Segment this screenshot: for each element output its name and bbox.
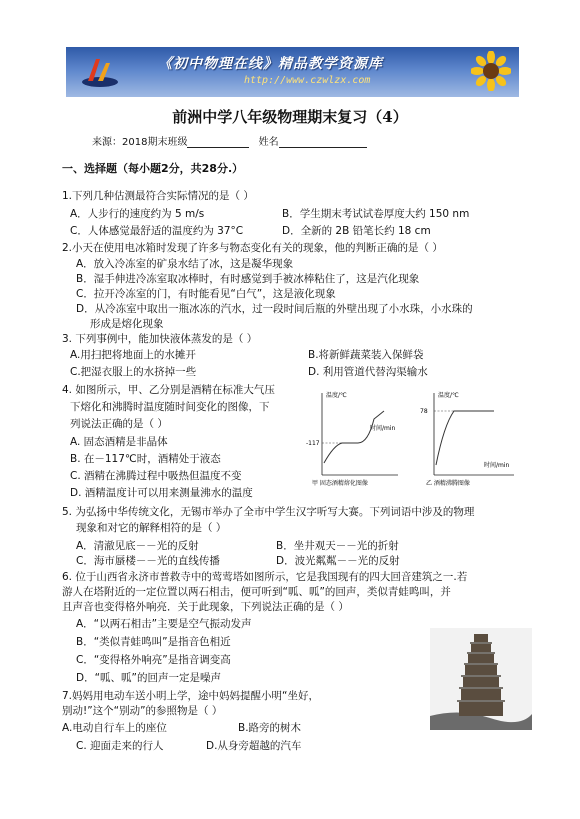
q7-option-c: C. 迎面走来的行人: [76, 740, 164, 752]
q1-stem: 1.下列几种估测最符合实际情况的是（ ）: [62, 190, 254, 202]
q2-option-b: B．湿手伸进冷冻室取冰棒时，有时感觉到手被冰棒粘住了，这是汽化现象: [76, 273, 420, 285]
site-logo-icon: [80, 55, 120, 89]
banner-url: http://www.czwlzx.com: [244, 75, 371, 86]
q7-option-b: B.路旁的树木: [238, 722, 302, 734]
graph-a-xlabel: 时间/min: [370, 425, 396, 432]
q3-option-c: C.把湿衣服上的水挤掉一些: [70, 366, 197, 378]
melting-graph: [306, 391, 398, 487]
q1-option-a: A．人步行的速度约为 5 m/s: [70, 208, 205, 220]
q6-stem-1: 6. 位于山西省永济市普救寺中的莺莺塔如图所示，它是我国现有的四大回音建筑之一.若: [62, 571, 468, 583]
boiling-graph: [420, 391, 514, 487]
q7-option-a: A.电动自行车上的座位: [62, 722, 167, 734]
q4-option-d: D. 酒精温度计可以用来测量沸水的温度: [70, 487, 253, 499]
q3-option-a: A.用扫把将地面上的水摊开: [70, 349, 196, 361]
q7-stem-1: 7.妈妈用电动车送小明上学，途中妈妈提醒小明“坐好，: [62, 690, 319, 702]
q4-option-a: A. 固态酒精是非晶体: [70, 436, 168, 448]
q2-stem: 2.小天在使用电冰箱时发现了许多与物态变化有关的现象，他的判断正确的是（ ）: [62, 242, 443, 254]
q1-option-b: B．学生期末考试试卷厚度大约 150 nm: [282, 208, 470, 220]
q6-option-d: D．“呱、呱”的回声一定是噪声: [76, 672, 221, 684]
q6-option-b: B．“类似青蛙鸣叫”是指音色相近: [76, 636, 231, 648]
q6-option-c: C．“变得格外响亮”是指音调变高: [76, 654, 231, 666]
name-blank: [279, 136, 367, 148]
q3-option-d: D. 利用管道代替沟渠输水: [308, 366, 428, 378]
q1-option-d: D．全新的 2B 铅笔长约 18 cm: [282, 225, 431, 237]
graph-a-tick: -117: [306, 440, 320, 447]
q7-option-d: D.从身旁超越的汽车: [206, 740, 302, 752]
q7-stem-2: 别动!”这个“别动”的参照物是（ ）: [62, 705, 223, 717]
q2-option-d-cont: 形成是熔化现象: [90, 318, 164, 330]
class-blank: [187, 136, 249, 148]
q5-option-a: A．清澈见底－－光的反射: [76, 540, 199, 552]
q3-stem: 3. 下列事例中，能加快液体蒸发的是（ ）: [62, 333, 258, 345]
sunflower-icon: [471, 51, 511, 91]
q4-stem-2: 下熔化和沸腾时温度随时间变化的图像，下: [70, 401, 270, 413]
source-class-label: 来源：2018期末班级: [92, 137, 188, 148]
graph-b-caption: 乙 酒精沸腾图像: [426, 480, 470, 487]
q2-option-d: D．从冷冻室中取出一瓶冰冻的汽水，过一段时间后瓶的外壁出现了小水珠，小水珠的: [76, 303, 473, 315]
q5-stem-1: 5. 为弘扬中华传统文化，无锡市举办了全市中学生汉字听写大赛。下列词语中涉及的物理: [62, 506, 475, 518]
q2-option-c: C．拉开冷冻室的门，有时能看见“白气”，这是液化现象: [76, 288, 336, 300]
q3-option-b: B.将新鲜蔬菜装入保鲜袋: [308, 349, 424, 361]
q5-stem-2: 现象和对它的解释相符的是（ ）: [76, 522, 227, 534]
q5-option-b: B．坐井观天－－光的折射: [276, 540, 399, 552]
graph-b-tick: 78: [420, 408, 428, 415]
q4-figure: [294, 385, 519, 487]
graph-a-caption: 甲 固态酒精熔化图像: [312, 480, 368, 487]
graph-a-ylabel: 温度/℃: [326, 392, 347, 399]
q4-option-b: B. 在－117℃时，酒精处于液态: [70, 453, 221, 465]
banner-title: 《初中物理在线》精品教学资源库: [158, 56, 383, 72]
q4-stem-1: 4. 如图所示，甲、乙分别是酒精在标准大气压: [62, 384, 275, 396]
section-heading: 一、选择题（每小题2分，共28分.）: [62, 162, 244, 175]
graph-b-ylabel: 温度/℃: [438, 392, 459, 399]
page-title: 前洲中学八年级物理期末复习（4）: [172, 108, 408, 126]
name-label: 姓名: [258, 137, 279, 148]
q6-option-a: A．“以两石相击”主要是空气振动发声: [76, 618, 252, 630]
pagoda-photo: [430, 628, 532, 730]
student-info-line: [92, 133, 367, 148]
q5-option-d: D．波光粼粼－－光的反射: [276, 555, 400, 567]
q6-stem-3: 且声音也变得格外响亮．关于此现象，下列说法正确的是（ ）: [62, 601, 349, 613]
graph-b-xlabel: 时间/min: [484, 462, 510, 469]
q2-option-a: A．放入冷冻室的矿泉水结了冰，这是凝华现象: [76, 258, 294, 270]
q4-stem-3: 列说法正确的是（ ）: [70, 418, 168, 430]
q1-option-c: C．人体感觉最舒适的温度约为 37°C: [70, 225, 244, 237]
header-banner: [66, 47, 519, 97]
q5-option-c: C．海市蜃楼－－光的直线传播: [76, 555, 220, 567]
q4-option-c: C. 酒精在沸腾过程中吸热但温度不变: [70, 470, 242, 482]
q6-stem-2: 游人在塔附近的一定位置以两石相击，便可听到“呱、呱”的回声，类似青蛙鸣叫，并: [62, 586, 451, 598]
